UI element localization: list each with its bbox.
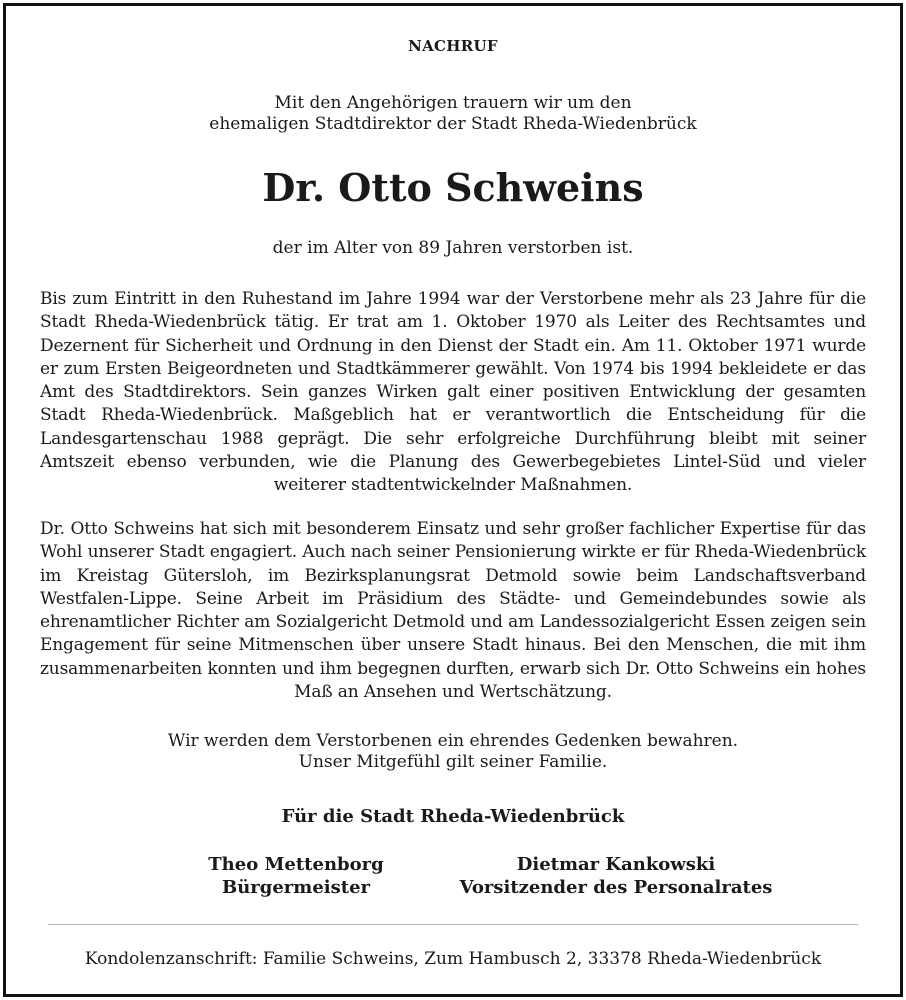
intro-text [6,93,900,135]
intro-line-1: Mit den Angehörigen trauern wir um den [274,93,632,113]
closing-text [6,731,900,773]
signatory-mayor [156,853,436,899]
organization-line: Für die Stadt Rheda-Wiedenbrück [281,806,625,827]
career-paragraph: Bis zum Eintritt in den Ruhestand im Jahre 1994 war der Verstorbene mehr als 23 Jahre für die Stadt Rheda-Wiedenbrück tätig. Er trat am 1. Oktober 1970 als Leiter des Rechtsamtes und Dezernent für Sicherheit und Ordnung in den Dienst der Stadt ein. Am 11. Oktober 1971 wurde er zum Ersten Beigeordneten und Stadtkämmerer gewählt. Von 1974 bis 1994 bekleidete er das Amt des Stadtdirektors. Sein ganzes Wirken galt einer positiven Entwicklung der gesamten Stadt Rheda-Wiedenbrück. Maßgeblich hat er verantwortlich die Entscheidung für die Landesgartenschau 1988 geprägt. Die sehr erfolgreiche Durchführung bleibt mit seiner Amtszeit ebenso verbunden, wie die Planung des Gewerbegebietes Lintel-Süd und vieler weiterer stadtentwickelnder Maßnahmen. [40,289,866,496]
signatory-role: Vorsitzender des Personalrates [459,877,773,898]
obituary-notice [3,3,903,997]
signatory-name: Dietmar Kankowski [516,854,716,875]
age-line: der im Alter von 89 Jahren verstorben ist. [272,238,634,258]
signatory-role: Bürgermeister [221,877,371,898]
notice-heading: NACHRUF [408,37,498,55]
condolence-address: Kondolenzanschrift: Familie Schweins, Zum Hambusch 2, 33378 Rheda-Wiedenbrück [84,949,822,969]
deceased-name: Dr. Otto Schweins [262,165,644,210]
signatory-name: Theo Mettenborg [208,854,384,875]
divider-line [48,924,858,925]
intro-line-2: ehemaligen Stadtdirektor der Stadt Rheda-Wiedenbrück [209,114,697,134]
closing-line-2: Unser Mitgefühl gilt seiner Familie. [298,752,608,772]
signatory-staff-council [446,853,786,899]
engagement-paragraph: Dr. Otto Schweins hat sich mit besonderem Einsatz und sehr großer fachlicher Expertise für das Wohl unserer Stadt engagiert. Auch nach seiner Pensionierung wirkte er für Rheda-Wiedenbrück im Kreistag Gütersloh, im Bezirksplanungsrat Detmold sowie beim Landschaftsverband Westfalen-Lippe. Seine Arbeit im Präsidium des Städte- und Gemeindebundes sowie als ehrenamtlicher Richter am Sozialgericht Detmold und am Landessozialgericht Essen zeigen sein Engagement für seine Mitmenschen über unsere Stadt hinaus. Bei den Menschen, die mit ihm zusammenarbeiten konnten und ihm begegnen durften, erwarb sich Dr. Otto Schweins ein hohes Maß an Ansehen und Wertschätzung. [40,519,866,703]
closing-line-1: Wir werden dem Verstorbenen ein ehrendes Gedenken bewahren. [167,731,739,751]
